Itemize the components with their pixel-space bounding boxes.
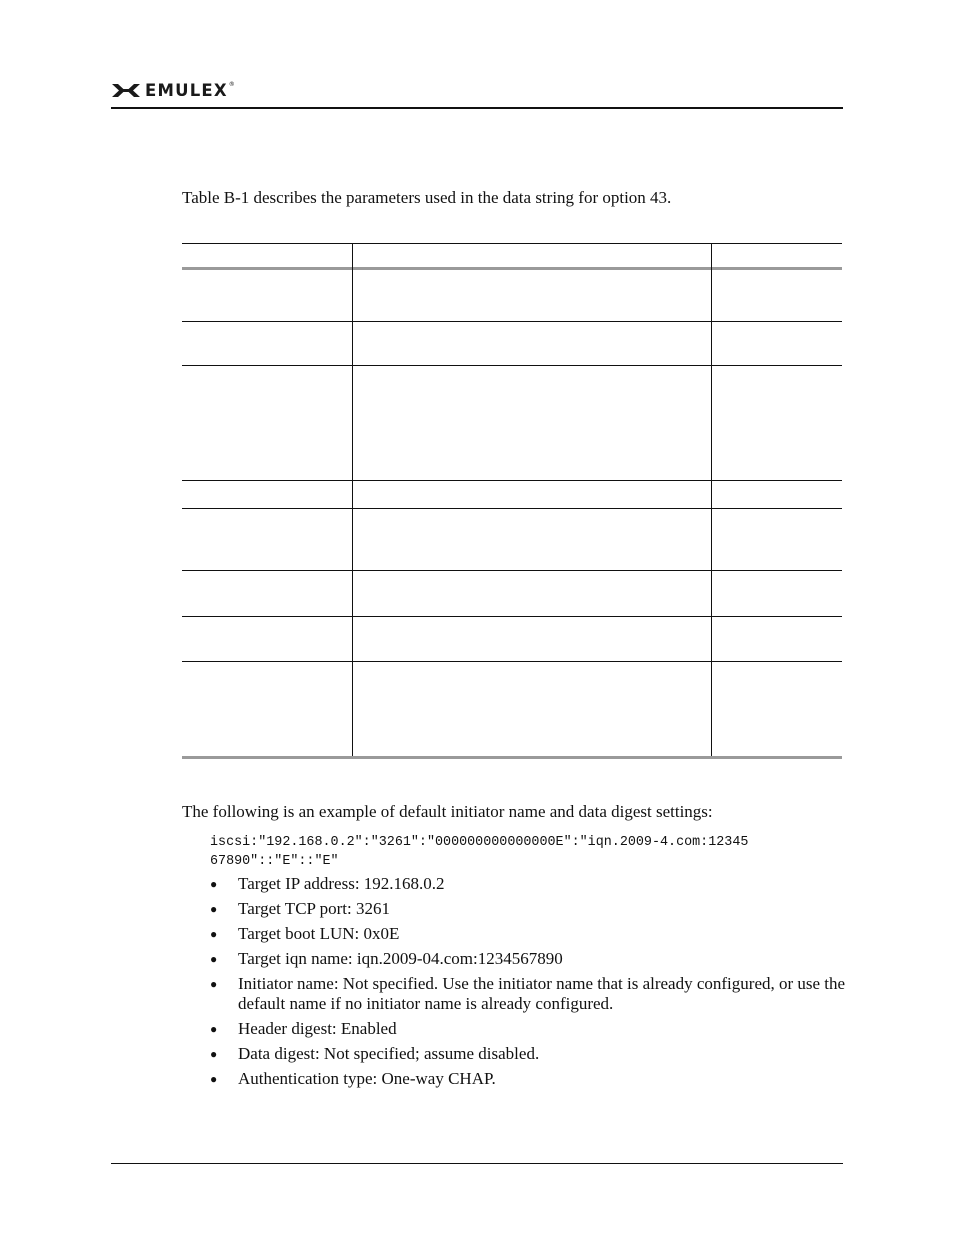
list-item xyxy=(210,874,850,894)
list-item-text: Target iqn name: iqn.2009-04.com:1234567890 xyxy=(238,949,563,968)
bullet-icon: ● xyxy=(210,1072,218,1086)
table-row xyxy=(182,661,842,662)
bullet-icon: ● xyxy=(210,952,218,966)
example-intro: The following is an example of default initiator name and data digest settings: xyxy=(182,802,713,821)
bullet-icon: ● xyxy=(210,877,218,891)
table-row xyxy=(182,508,842,509)
emulex-x-mark-icon xyxy=(111,82,141,99)
table-top-border xyxy=(182,243,842,244)
code-line: 67890"::"E"::"E" xyxy=(210,854,339,869)
list-item-text: Authentication type: One-way CHAP. xyxy=(238,1069,496,1088)
intro-paragraph: Table B-1 describes the parameters used in the data string for option 43. xyxy=(182,188,672,207)
bullet-icon: ● xyxy=(210,1047,218,1061)
bullet-icon: ● xyxy=(210,977,218,991)
trademark-symbol: ® xyxy=(228,80,235,88)
list-item xyxy=(210,924,850,944)
emulex-logo xyxy=(111,80,235,100)
list-item xyxy=(210,1019,850,1039)
header-rule xyxy=(111,107,843,109)
bullet-icon: ● xyxy=(210,927,218,941)
list-item-text: Header digest: Enabled xyxy=(238,1019,397,1038)
list-item xyxy=(210,899,850,919)
table-row xyxy=(182,321,842,322)
list-item xyxy=(210,1044,850,1064)
table-row xyxy=(182,616,842,617)
list-item-text: Target boot LUN: 0x0E xyxy=(238,924,400,943)
code-example xyxy=(210,833,850,871)
footer-rule xyxy=(111,1163,843,1164)
table-row xyxy=(182,480,842,481)
table-bottom-border xyxy=(182,756,842,759)
table-header-row xyxy=(182,243,842,270)
brand-name: EMULEX xyxy=(145,80,228,100)
list-item xyxy=(210,949,850,969)
list-item-text: Initiator name: Not specified. Use the initiator name that is already configured, or use the default name if no initiator name is already configured. xyxy=(238,974,846,1013)
list-item xyxy=(210,974,850,1014)
list-item-text: Data digest: Not specified; assume disabled. xyxy=(238,1044,540,1063)
list-item xyxy=(210,1069,850,1089)
table-row xyxy=(182,570,842,571)
code-line: iscsi:"192.168.0.2":"3261":"000000000000000E":"iqn.2009-4.com:12345 xyxy=(210,835,749,850)
bullet-icon: ● xyxy=(210,1022,218,1036)
bullet-icon: ● xyxy=(210,902,218,916)
list-item-text: Target TCP port: 3261 xyxy=(238,899,390,918)
list-item-text: Target IP address: 192.168.0.2 xyxy=(238,874,445,893)
table-row xyxy=(182,365,842,366)
settings-list xyxy=(210,874,850,1094)
